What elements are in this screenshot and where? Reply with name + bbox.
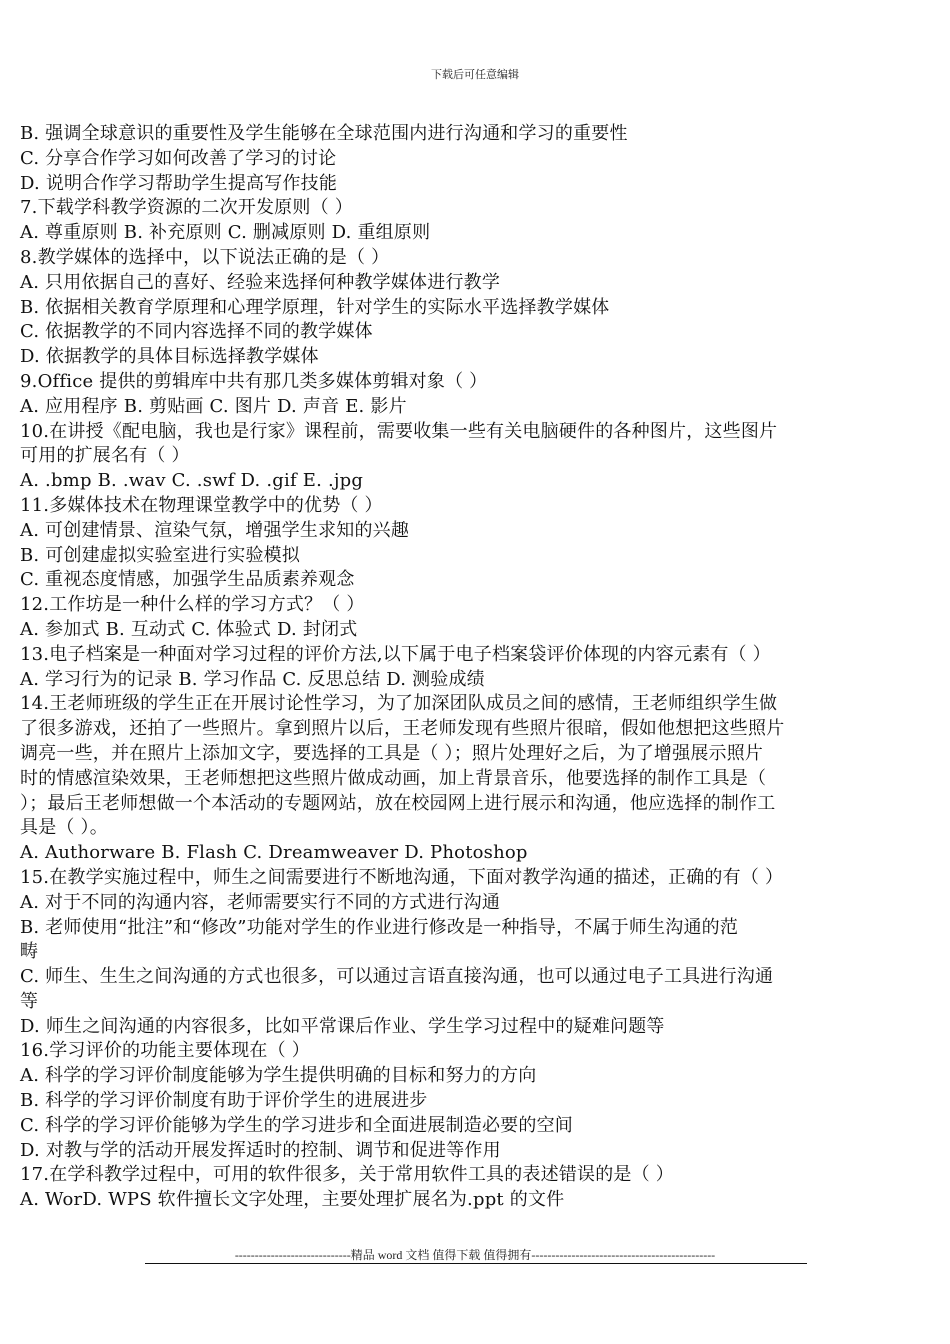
text-line: D. 对教与学的活动开展发挥适时的控制、调节和促进等作用 — [20, 1139, 501, 1161]
question-12: 12.工作坊是一种什么样的学习方式？（ ） — [20, 594, 365, 616]
text-line: B. 可创建虚拟实验室进行实验模拟 — [20, 544, 301, 566]
text-line: C. 科学的学习评价能够为学生的学习进步和全面进展制造必要的空间 — [20, 1114, 573, 1136]
text-line: C. 师生、生生之间沟通的方式也很多，可以通过言语直接沟通，也可以通过电子工具进行沟通 — [20, 966, 774, 988]
text-line: A. 参加式 B. 互动式 C. 体验式 D. 封闭式 — [20, 618, 358, 640]
question-7: 7.下载学科教学资源的二次开发原则（ ） — [20, 197, 353, 219]
text-line: 调亮一些，并在照片上添加文字，要选择的工具是（ ）；照片处理好之后，为了增强展示照片 — [20, 742, 764, 764]
text-line: 时的情感渲染效果，王老师想把这些照片做成动画，加上背景音乐，他要选择的制作工具是（ — [20, 767, 767, 789]
text-line: 可用的扩展名有（ ） — [20, 445, 190, 467]
document-body — [20, 122, 930, 1213]
text-line: 等 — [20, 990, 39, 1012]
question-17: 17.在学科教学过程中，可用的软件很多，关于常用软件工具的表述错误的是（ ） — [20, 1164, 674, 1186]
text-line: B. 依据相关教育学原理和心理学原理，针对学生的实际水平选择教学媒体 — [20, 296, 610, 318]
text-line: A. 应用程序 B. 剪贴画 C. 图片 D. 声音 E. 影片 — [20, 395, 407, 417]
text-line: A. 可创建情景、渲染气氛，增强学生求知的兴趣 — [20, 519, 410, 541]
question-11: 11.多媒体技术在物理课堂教学中的优势（ ） — [20, 494, 383, 516]
text-line: A. 学习行为的记录 B. 学习作品 C. 反思总结 D. 测验成绩 — [20, 668, 485, 690]
text-line: A. Authorware B. Flash C. Dreamweaver D. Photoshop — [20, 842, 528, 864]
text-line: 畴 — [20, 941, 39, 963]
text-line: C. 重视态度情感，加强学生品质素养观念 — [20, 569, 355, 591]
text-line: B. 科学的学习评价制度有助于评价学生的进展进步 — [20, 1090, 428, 1112]
text-line: D. 依据教学的具体目标选择教学媒体 — [20, 346, 319, 368]
text-line: B. 老师使用“批注”和“修改”功能对学生的作业进行修改是一种指导，不属于师生沟通的范 — [20, 916, 739, 938]
text-line: C. 分享合作学习如何改善了学习的讨论 — [20, 147, 337, 169]
question-15: 15.在教学实施过程中，师生之间需要进行不断地沟通，下面对教学沟通的描述，正确的有（ ） — [20, 866, 784, 888]
page-footer: -----------------------------精品 word 文档 值得下载 值得拥有---------------------------------------------- — [234, 1248, 716, 1262]
question-8: 8.教学媒体的选择中，以下说法正确的是（ ） — [20, 246, 390, 268]
text-line: C. 依据教学的不同内容选择不同的教学媒体 — [20, 321, 373, 343]
text-line: A. .bmp B. .wav C. .swf D. .gif E. .jpg — [20, 470, 364, 492]
question-13: 13.电子档案是一种面对学习过程的评价方法,以下属于电子档案袋评价体现的内容元素有（ ） — [20, 643, 771, 665]
text-line: A. 对于不同的沟通内容，老师需要实行不同的方式进行沟通 — [20, 891, 501, 913]
question-16: 16.学习评价的功能主要体现在（ ） — [20, 1040, 310, 1062]
text-line: A. 科学的学习评价制度能够为学生提供明确的目标和努力的方向 — [20, 1065, 537, 1087]
text-line: A. 只用依据自己的喜好、经验来选择何种教学媒体进行教学 — [20, 271, 501, 293]
question-9: 9.Office 提供的剪辑库中共有那几类多媒体剪辑对象（ ） — [20, 370, 488, 392]
text-line: D. 说明合作学习帮助学生提高写作技能 — [20, 172, 338, 194]
text-line: 具是（ ）。 — [20, 817, 108, 839]
question-14: 14.王老师班级的学生正在开展讨论性学习，为了加深团队成员之间的感情，王老师组织学生做 — [20, 693, 778, 715]
text-line: 了很多游戏，还拍了一些照片。拿到照片以后，王老师发现有些照片很暗，假如他想把这些照片 — [20, 718, 785, 740]
text-line: B. 强调全球意识的重要性及学生能够在全球范围内进行沟通和学习的重要性 — [20, 123, 628, 144]
page-header: 下载后可任意编辑 — [431, 68, 519, 81]
text-line: D. 师生之间沟通的内容很多，比如平常课后作业、学生学习过程中的疑难问题等 — [20, 1015, 665, 1037]
text-line: A. WorD. WPS 软件擅长文字处理，主要处理扩展名为.ppt 的文件 — [20, 1189, 565, 1211]
text-line: A. 尊重原则 B. 补充原则 C. 删减原则 D. 重组原则 — [20, 222, 431, 244]
text-line: ）；最后王老师想做一个本活动的专题网站，放在校园网上进行展示和沟通，他应选择的制作工 — [20, 792, 776, 814]
question-10: 10.在讲授《配电脑，我也是行家》课程前，需要收集一些有关电脑硬件的各种图片，这些图片 — [20, 420, 778, 442]
footer-divider — [145, 1263, 807, 1264]
